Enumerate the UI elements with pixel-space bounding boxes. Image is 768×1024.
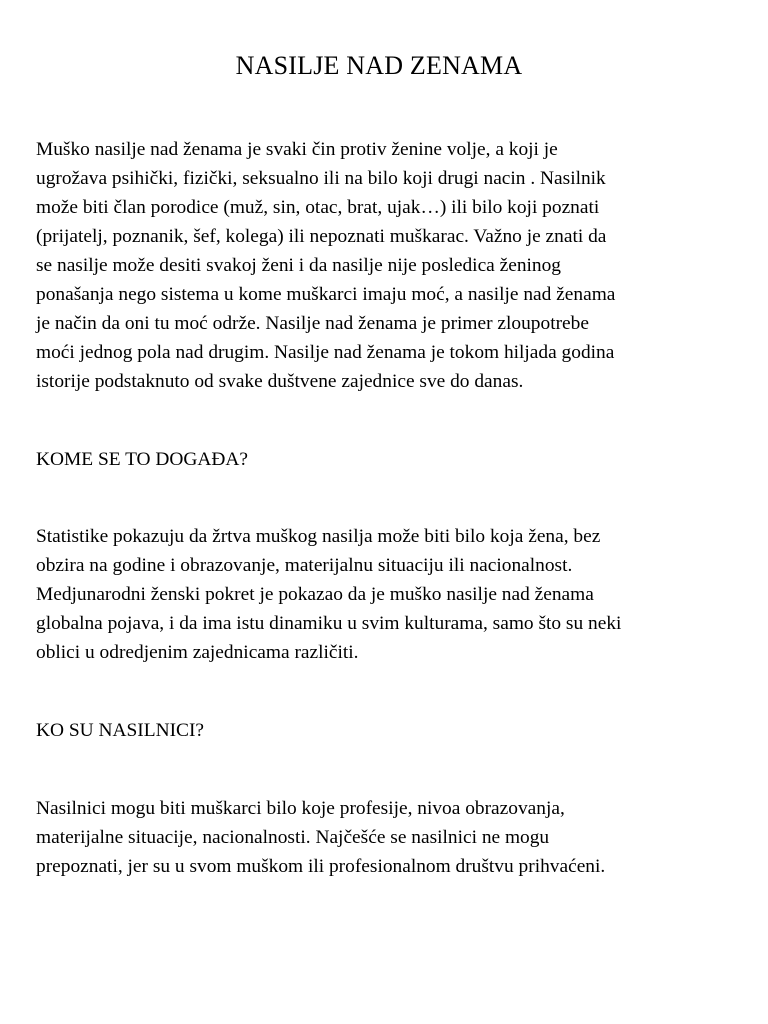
paragraph-line: (prijatelj, poznanik, šef, kolega) ili nepoznati muškarac. Važno je znati da [36, 226, 607, 247]
paragraph-intro [36, 135, 736, 396]
paragraph-line: Medjunarodni ženski pokret je pokazao da je muško nasilje nad ženama [36, 584, 594, 605]
paragraph-abusers [36, 794, 736, 881]
paragraph-line: ugrožava psihički, fizički, seksualno ili na bilo koji drugi nacin . Nasilnik [36, 168, 606, 189]
paragraph-line: globalna pojava, i da ima istu dinamiku u svim kulturama, samo što su neki [36, 613, 622, 634]
paragraph-victims [36, 522, 736, 667]
paragraph-line: istorije podstaknuto od svake duštvene zajednice sve do danas. [36, 371, 524, 392]
section-heading-text: KOME SE TO DOGAĐA? [36, 449, 249, 470]
paragraph-line: Statistike pokazuju da žrtva muškog nasilja može biti bilo koja žena, bez [36, 526, 601, 547]
paragraph-line: prepoznati, jer su u svom muškom ili profesionalnom društvu prihvaćeni. [36, 856, 606, 877]
document-title: NASILJE NAD ZENAMA [235, 51, 523, 80]
paragraph-line: oblici u odredjenim zajednicama različiti. [36, 642, 359, 663]
paragraph-line: moći jednog pola nad drugim. Nasilje nad ženama je tokom hiljada godina [36, 342, 615, 363]
section-heading-victims [36, 445, 736, 474]
paragraph-line: može biti član porodice (muž, sin, otac, brat, ujak…) ili bilo koji poznati [36, 197, 600, 218]
paragraph-line: je način da oni tu moć održe. Nasilje nad ženama je primer zloupotrebe [36, 313, 589, 334]
paragraph-line: materijalne situacije, nacionalnosti. Najčešće se nasilnici ne mogu [36, 827, 550, 848]
paragraph-line: se nasilje može desiti svakoj ženi i da nasilje nije posledica ženinog [36, 255, 562, 276]
paragraph-line: ponašanja nego sistema u kome muškarci imaju moć, a nasilje nad ženama [36, 284, 616, 305]
paragraph-line: obzira na godine i obrazovanje, materijalnu situaciju ili nacionalnost. [36, 555, 573, 576]
paragraph-line: Nasilnici mogu biti muškarci bilo koje profesije, nivoa obrazovanja, [36, 798, 565, 819]
paragraph-line: Muško nasilje nad ženama je svaki čin protiv ženine volje, a koji je [36, 139, 558, 160]
section-heading-text: KO SU NASILNICI? [36, 720, 205, 741]
section-heading-abusers [36, 716, 736, 745]
